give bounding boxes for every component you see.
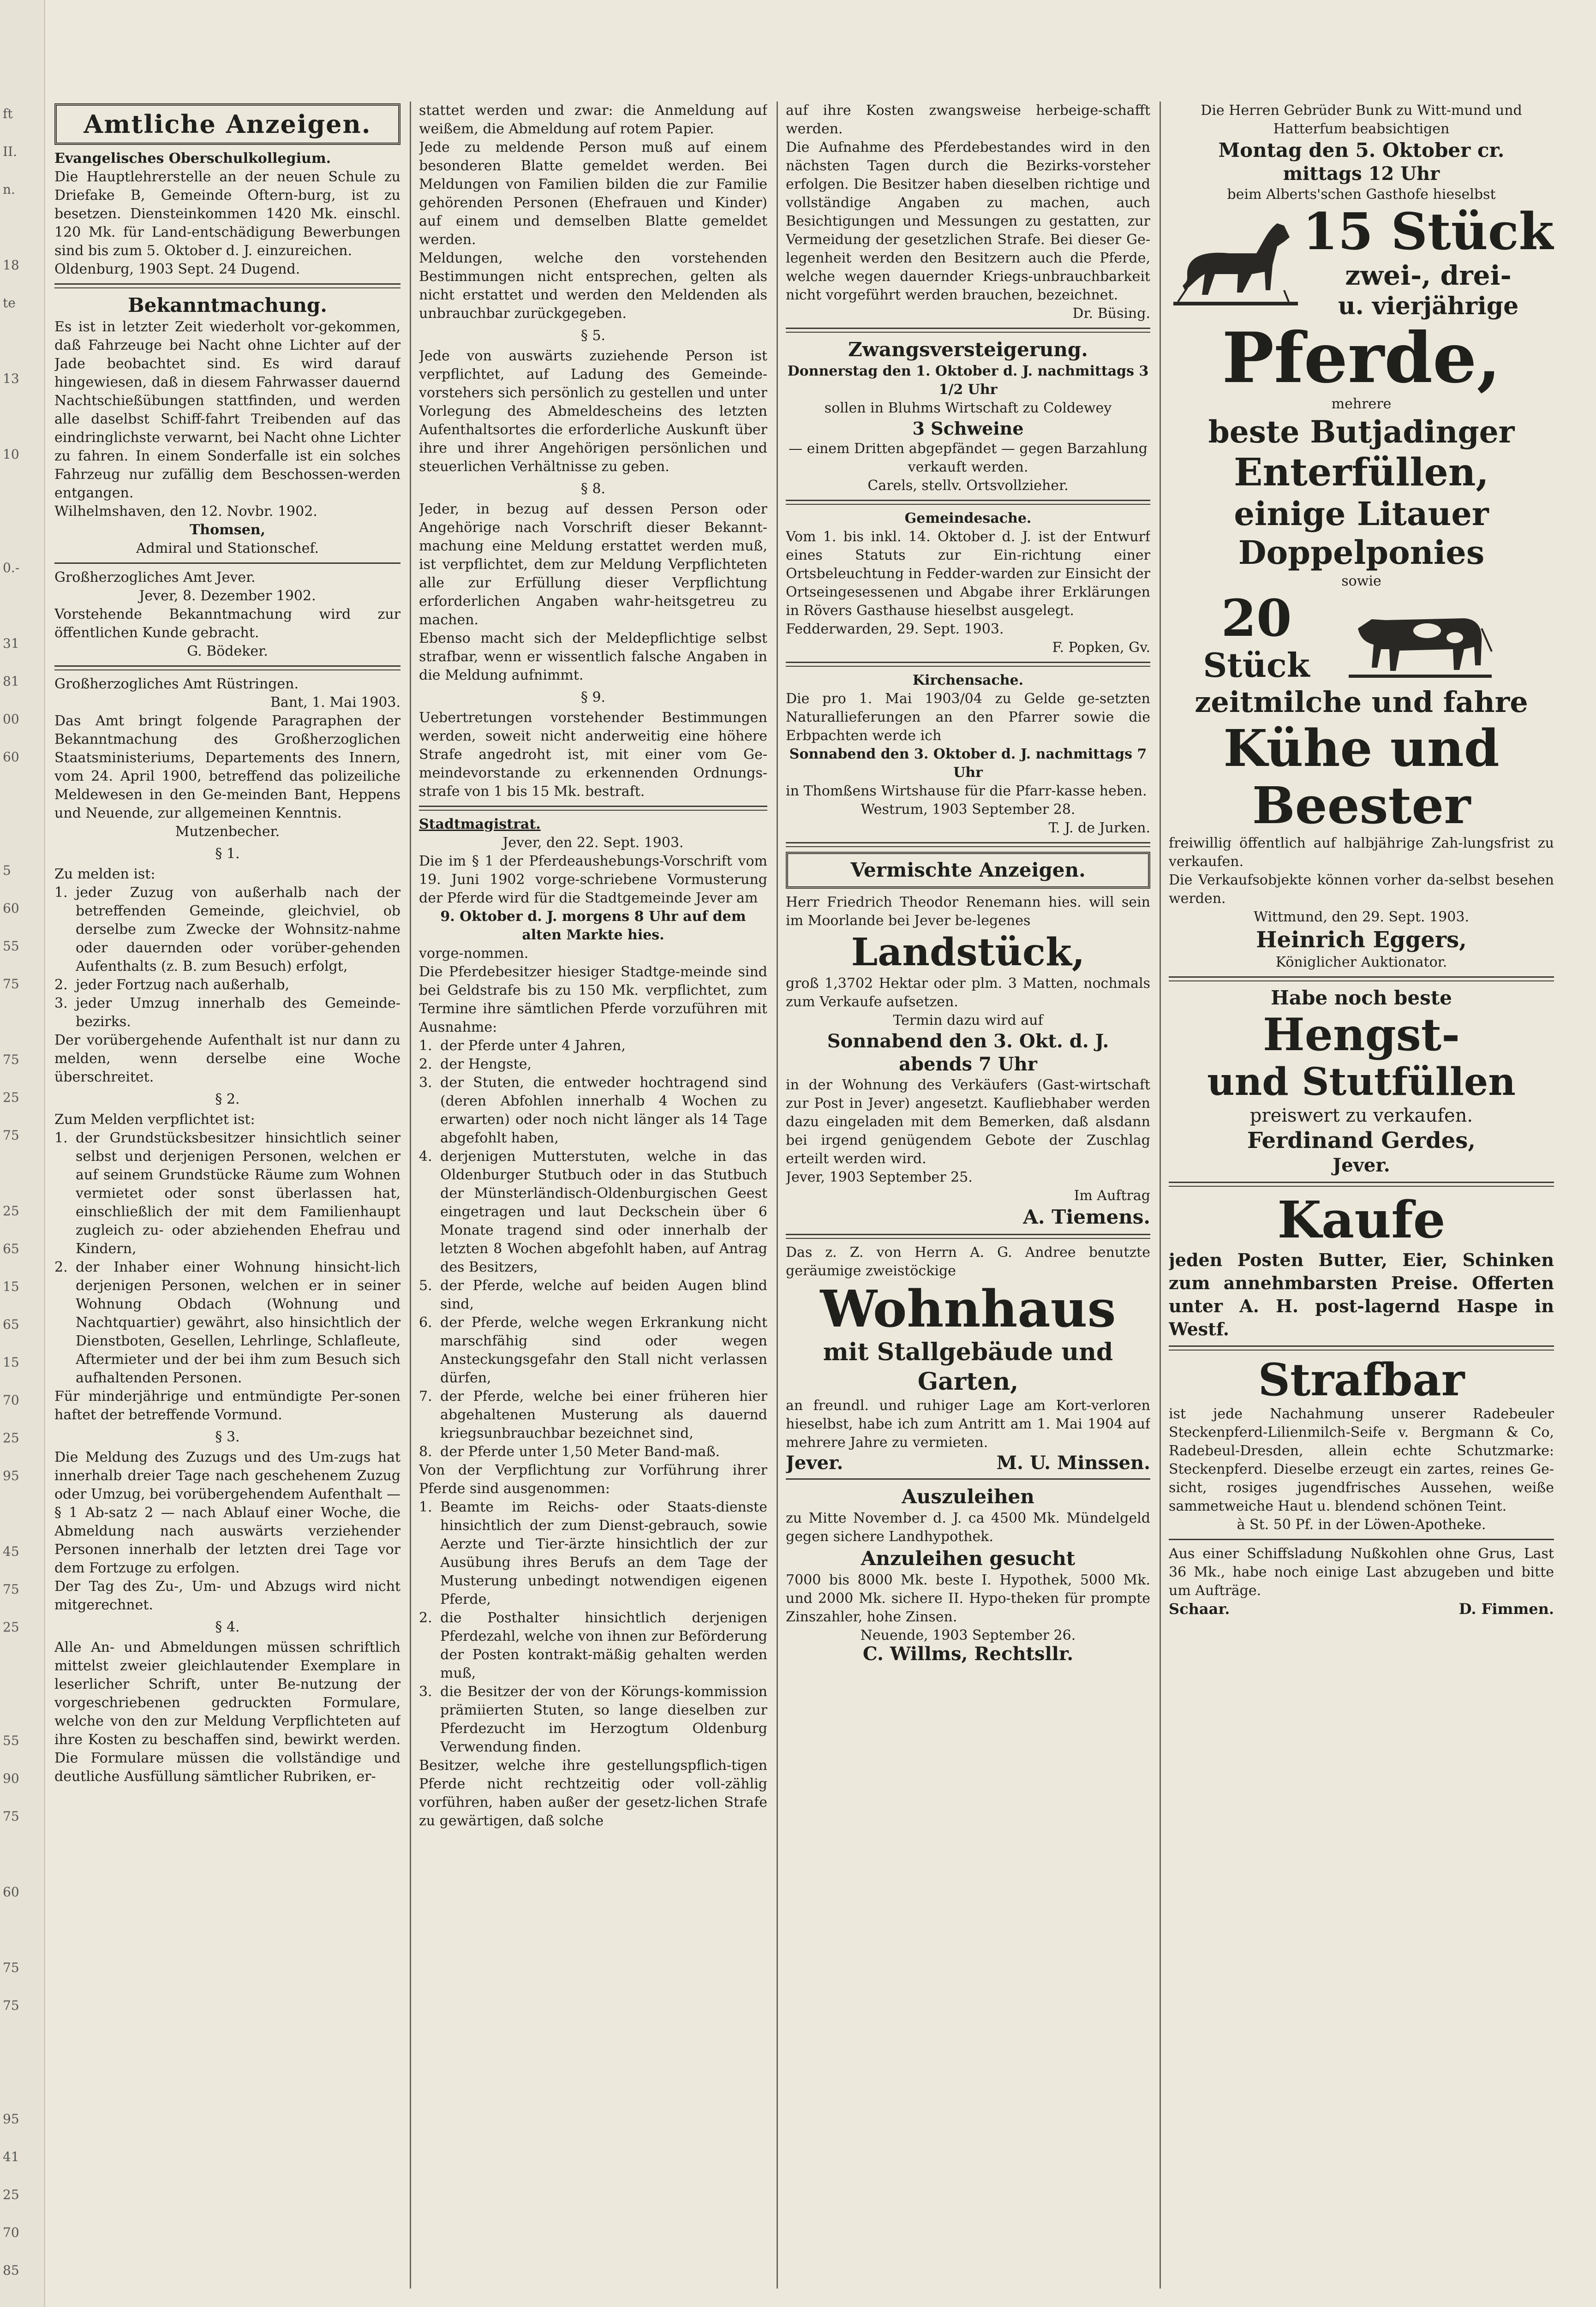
- list-item-number: 5.: [419, 1278, 432, 1294]
- notice-text: Die Hauptlehrerstelle an der neuen Schule zu Driefake B, Gemeinde Oftern-burg, ist zu besetzen. Diensteinkommen 1420 Mk. einschl. 120 Mk. für Land-entschädigung Bewerbungen sind bis zum 5. Oktober d. J. einzureichen.: [54, 169, 400, 259]
- gutter-fragment: 25: [3, 1430, 19, 1446]
- paragraph-text: Für minderjährige und entmündigte Per-sonen haftet der betreffende Vormund.: [54, 1388, 400, 1423]
- gutter-fragment: 10: [3, 447, 19, 462]
- list-item-text: der Inhaber einer Wohnung hinsicht-lich derjenigen Personen, welchen er in seiner Wohnung Obdach (Wohnung und Nachtquartier) gewährt, also hinsichtlich der Dienstboten, Gesellen, Lehrlinge, Schlafleute, Aftermieter und der bei ihm zum Besuch sich aufhaltenden Personen.: [76, 1259, 400, 1386]
- gutter-fragment: te: [3, 295, 16, 311]
- paragraph-text: Jeder, in bezug auf dessen Person oder Angehörige nach Vorschrift dieser Bekannt-machung eine Meldung erstattet werden muß, ist verpflichtet, dem zur Meldung Verpflichteten alle zur Erfüllung dieser Verpflichtung erforderlichen Angaben wahr-heitsgetreu zu machen.: [419, 501, 767, 628]
- ad-text: sowie: [1341, 573, 1381, 589]
- ad-text: groß 1,3702 Hektar oder plm. 3 Matten, nochmals zum Verkaufe aufsetzen.: [786, 975, 1150, 1010]
- ad-text: 7000 bis 8000 Mk. beste I. Hypothek, 5000 Mk. und 2000 Mk. sichere II. Hypo-theken für prompte Zinszahler, hohe Zinsen.: [786, 1572, 1150, 1625]
- list-item: [54, 976, 400, 994]
- ad-text: Das z. Z. von Herrn A. G. Andree benutzte geräumige zweistöckige: [786, 1244, 1150, 1279]
- gutter-fragment: 00: [3, 711, 19, 727]
- list-item: [54, 994, 400, 1031]
- ad-name: T. J. de Jurken.: [1048, 820, 1150, 836]
- list-item-number: 1.: [54, 885, 68, 901]
- paragraph-number: § 9.: [580, 689, 606, 705]
- gutter-fragment: 75: [3, 976, 19, 992]
- list-item-text: Beamte im Reichs- oder Staats-dienste hinsichtlich der zum Dienst-gebrauch, sowie Aerzte und Tier-ärzte hinsichtlich der zur Ausübung ihres Berufs an dem Tage der Musterung unbedingt notwendigen eigenen Pferde,: [440, 1499, 767, 1608]
- list-item-text: der Pferde, welche bei einer früheren hier abgehaltenen Musterung als dauernd kriegsunbrauchbar bezeichnet sind,: [440, 1388, 767, 1441]
- ad-time: abends 7 Uhr: [899, 1053, 1037, 1075]
- paragraph-text: Alle An- und Abmeldungen müssen schriftlich mittelst zweier gleichlautender Exemplare in leserlicher Schrift, unter Be-nutzung der vorgeschriebenen gedruckten Formulare, welche von den zur Meldung Verpflichteten auf ihre Kosten zu beschaffen sind, bewirkt werden. Die Formulare müssen die vollständige und deutliche Ausfüllung sämtlicher Rubriken, er-: [54, 1639, 400, 1785]
- notice-rank: Admiral und Stationschef.: [136, 540, 319, 556]
- ad-date: Sonnabend den 3. Oktober d. J. nachmittags 7 Uhr: [789, 746, 1147, 781]
- ad-date: Westrum, 1903 September 28.: [861, 801, 1076, 818]
- ad-role: Königlicher Auktionator.: [1275, 954, 1447, 970]
- ad-name: C. Willms, Rechtsllr.: [862, 1643, 1074, 1665]
- ad-title: Kirchensache.: [912, 672, 1024, 688]
- ad-title: Gemeindesache.: [904, 510, 1032, 526]
- ad-ages: u. vierjährige: [1338, 292, 1519, 320]
- notice-sign: Mutzenbecher.: [175, 824, 280, 840]
- ad-sign: Fedderwarden, 29. Sept. 1903.: [786, 621, 1004, 637]
- gutter-fragment: 60: [3, 901, 19, 916]
- gutter-fragment: 15: [3, 1355, 19, 1370]
- paragraph-text: stattet werden und zwar: die Anmeldung auf weißem, die Abmeldung auf rotem Papier.: [419, 102, 767, 137]
- list-item: [419, 1037, 767, 1055]
- gutter-fragment: 65: [3, 1317, 19, 1332]
- ad-headline: Wohnhaus: [820, 1279, 1116, 1339]
- notice-title: Großherzogliches Amt Rüstringen.: [54, 676, 299, 692]
- notice-text: Es ist in letzter Zeit wiederholt vor-gekommen, daß Fahrzeuge bei Nacht ohne Lichter auf der Jade beobachtet sind. Es wird darauf hingewiesen, daß in diesem Fahrwasser dauernd Nachtschießübungen stattfinden, und werden alle daselbst Schiff-fahrt Treibenden auf das eindringlichste verwarnt, bei Nacht ohne Lichter zu fahren. In einem Sonderfalle ist ein solches Fahrzeug nur zufällig dem Beschossen-werden entgangen.: [54, 319, 400, 501]
- gutter-fragment: 75: [3, 1809, 19, 1824]
- notice-text: Vorstehende Bekanntmachung wird zur öffentlichen Kunde gebracht.: [54, 606, 400, 641]
- ad-ages: zwei-, drei-: [1345, 260, 1512, 291]
- ad-line: zeitmilche und fahre: [1195, 685, 1528, 719]
- list-item-number: 3.: [419, 1684, 432, 1700]
- gutter-fragment: 90: [3, 1771, 19, 1786]
- list-item: [54, 1258, 400, 1387]
- list-item-text: der Stuten, die entweder hochtragend sind (deren Abfohlen innerhalb 4 Wochen zu erwarten) oder noch nicht länger als 14 Tage abgefohlt haben,: [440, 1075, 767, 1146]
- list-item: [419, 1074, 767, 1148]
- gutter-fragment: 18: [3, 257, 19, 273]
- list-item-number: 1.: [419, 1038, 432, 1054]
- notice-text: auf ihre Kosten zwangsweise herbeige-schafft werden.: [786, 102, 1150, 137]
- gutter-fragment: n.: [3, 182, 15, 197]
- notice-place: Wilhelmshaven, den 12. Novbr. 1902.: [54, 503, 317, 520]
- column-2: [419, 102, 767, 2289]
- list-item: [419, 1683, 767, 1757]
- paragraph-text: Uebertretungen vorstehender Bestimmungen werden, soweit nicht anderweitig eine höhere Strafe angedroht ist, mit einer vom Ge-meindevorstande zu erkennenden Ordnungs-strafe von 1 bis 15 Mk. bestraft.: [419, 710, 767, 800]
- adjacent-page-edge: [0, 0, 45, 2307]
- list-item-number: 6.: [419, 1315, 432, 1331]
- gutter-fragment: 81: [3, 674, 19, 689]
- paragraph-number: § 1.: [215, 846, 240, 862]
- gutter-fragment: 45: [3, 1544, 19, 1559]
- gutter-fragment: 95: [3, 2111, 19, 2127]
- ad-date: Jever, 1903 September 25.: [786, 1169, 973, 1185]
- gutter-fragment: 55: [3, 938, 19, 954]
- paragraph-text: Jede von auswärts zuziehende Person ist verpflichtet, auf Ladung des Gemeinde-vorstehers sich persönlich zu gestellen und unter Vorlegung des Abmeldescheins des letzten Aufenthaltsortes die erforderliche Auskunft über ihre und ihrer Angehörigen persönlichen und steuerlichen Verhältnisse zu geben.: [419, 348, 767, 475]
- list-item-number: 3.: [419, 1075, 432, 1091]
- gutter-fragment: II.: [3, 144, 18, 159]
- list-item-number: 1.: [419, 1499, 432, 1515]
- gutter-fragment: 85: [3, 2263, 19, 2278]
- ad-line: beste Butjadinger: [1208, 414, 1515, 450]
- list-item-number: 7.: [419, 1388, 432, 1405]
- official-notices-header: [54, 103, 400, 145]
- ad-line: Doppelponies: [1238, 533, 1485, 572]
- ad-name: Ferdinand Gerdes,: [1247, 1128, 1476, 1154]
- ad-sign: Carels, stellv. Ortsvollzieher.: [867, 478, 1069, 494]
- notice-text: Die Pferdebesitzer hiesiger Stadtge-meinde sind bei Geldstrafe bis zu 150 Mk. verpflichtet, zum Termine ihre sämtlichen Pferde vorzuführen mit Ausnahme:: [419, 964, 767, 1035]
- list-item-text: der Pferde, welche auf beiden Augen blind sind,: [440, 1278, 767, 1312]
- gutter-fragment: 75: [3, 1582, 19, 1597]
- ad-text: in Thomßens Wirtshause für die Pfarr-kasse heben.: [786, 783, 1147, 799]
- list-item-number: 1.: [54, 1130, 68, 1146]
- notice-title: Stadtmagistrat.: [419, 816, 541, 832]
- paragraph-list: [54, 884, 400, 1031]
- ad-name: F. Popken, Gv.: [1052, 640, 1150, 656]
- ad-text: ist jede Nachahmung unserer Radebeuler Steckenpferd-Lilienmilch-Seife v. Bergmann & Co, Radebeul-Dresden, allein echte Schutzmarke: Steckenpferd. Dieselbe erzeugt ein zartes, reines Ge-sicht, rosiges jugendfrisches Aussehen, weiße sammetweiche Haut u. blendend schönen Teint.: [1169, 1406, 1554, 1514]
- paragraph-number: § 8.: [580, 481, 606, 497]
- list-item-number: 8.: [419, 1444, 432, 1460]
- exemption-list: [419, 1037, 767, 1461]
- ad-place: Jever.: [786, 1452, 843, 1474]
- notice-text: Die Aufnahme des Pferdebestandes wird in den nächsten Tagen durch die Bezirks-vorsteher erfolgen. Die Besitzer haben dieselben richtige und vollständige Angaben zu machen, auch Besichtigungen und Messungen zu gestatten, zur Vermeidung der gesetzlichen Strafe. Bei dieser Ge-legenheit werden den Besitzern auch die Pferde, welche wegen dauernder Kriegs-unbrauchbarkeit nicht vorgeführt werden brauchen, bezeichnet.: [786, 139, 1150, 303]
- notice-text: Die im § 1 der Pferdeaushebungs-Vorschrift vom 19. Juni 1902 vorge-schriebene Vormusterung der Pferde wird für die Stadtgemeinde Jever am: [419, 853, 767, 906]
- gutter-fragment: 75: [3, 1960, 19, 1975]
- ad-text: Im Auftrag: [1074, 1188, 1150, 1204]
- ad-text: preiswert zu verkaufen.: [1249, 1105, 1473, 1126]
- cow-row: [1169, 588, 1554, 685]
- list-item-text: jeder Zuzug von außerhalb nach der betreffenden Gemeinde, gleichviel, ob derselbe zum Zwecke der Wohnsitz-nahme oder dauernden oder vorüber-gehenden Aufenthalts (z. B. zum Besuch) erfolgt,: [76, 885, 400, 974]
- ad-text: an freundl. und ruhiger Lage am Kort-verloren hieselbst, habe ich zum Antritt am 1. Mai 1904 auf mehrere Jahre zu vermieten.: [786, 1398, 1150, 1451]
- list-item-text: jeder Umzug innerhalb des Gemeinde-bezirks.: [76, 995, 400, 1030]
- gutter-fragment: 5: [3, 863, 11, 878]
- gutter-fragment: 60: [3, 1884, 19, 1900]
- ad-text: Termin dazu wird auf: [893, 1012, 1043, 1028]
- paragraph-text: Der vorübergehende Aufenthalt ist nur dann zu melden, wenn derselbe eine Woche überschreitet.: [54, 1032, 400, 1085]
- ad-headline: Landstück,: [851, 930, 1085, 974]
- misc-ads-header: [786, 852, 1150, 889]
- horse-row: [1169, 204, 1554, 321]
- ad-headline: Pferde,: [1222, 317, 1501, 399]
- ad-name: A. Tiemens.: [1023, 1206, 1150, 1228]
- gutter-fragment: 75: [3, 1998, 19, 2013]
- list-item: [419, 1498, 767, 1609]
- ad-text: zu Mitte November d. J. ca 4500 Mk. Mündelgeld gegen sichere Landhypothek.: [786, 1510, 1150, 1545]
- ad-count: 20: [1221, 588, 1292, 648]
- notice-title: Bekanntmachung.: [128, 294, 327, 317]
- gutter-fragment: 31: [3, 636, 19, 651]
- ad-date: Donnerstag den 1. Oktober d. J. nachmittags 3 1/2 Uhr: [787, 363, 1149, 398]
- ad-name: D. Fimmen.: [1459, 1600, 1554, 1618]
- list-item: [54, 1129, 400, 1258]
- gutter-fragment: 70: [3, 2225, 19, 2240]
- gutter-fragment: 41: [3, 2149, 19, 2164]
- ad-item: 3 Schweine: [912, 418, 1024, 439]
- ad-text: Die Herren Gebrüder Bunk zu Witt-mund und Hatterfum beabsichtigen: [1201, 102, 1522, 137]
- list-item-number: 2.: [419, 1610, 432, 1626]
- list-item-text: die Besitzer der von der Körungs-kommission prämiierten Stuten, so lange dieselben zur Pferdezucht im Herzogtum Oldenburg Verwendung finden.: [440, 1684, 767, 1755]
- list-item-number: 4.: [419, 1148, 432, 1165]
- paragraph-text: Die Meldung des Zuzugs und des Um-zugs hat innerhalb dreier Tage nach geschehenem Zuzug oder Umzug, bei vorübergehendem Aufenthalt — § 1 Ab-satz 2 — nach Ablauf einer Woche, die Abmeldung nach auswärts verziehender Personen innerhalb der letzten drei Tage vor dem Fortzuge zu erfolgen.: [54, 1449, 400, 1576]
- column-1: [54, 102, 400, 2289]
- paragraph-list: [54, 1129, 400, 1387]
- ad-line: einige Litauer: [1234, 495, 1489, 533]
- ad-place: beim Alberts'schen Gasthofe hieselbst: [1227, 186, 1496, 203]
- ad-signature: [786, 1452, 1150, 1474]
- list-item-number: 2.: [419, 1056, 432, 1072]
- list-item-text: jeder Fortzug nach außerhalb,: [76, 977, 290, 993]
- gutter-fragment: 0.-: [3, 560, 20, 575]
- ad-headline: Kaufe: [1277, 1190, 1446, 1249]
- gutter-fragment: 25: [3, 1203, 19, 1219]
- column-rule: [410, 102, 411, 2289]
- notice-name: Thomsen,: [189, 522, 266, 538]
- list-item: [419, 1314, 767, 1387]
- ad-title: Zwangsversteigerung.: [848, 338, 1088, 361]
- gutter-fragment: 13: [3, 371, 19, 386]
- ad-text: Vom 1. bis inkl. 14. Oktober d. J. ist der Entwurf eines Statuts zur Ein-richtung einer Ortsbeleuchtung in Fedder-warden zur Einsicht der Ortseingesessenen und Abgabe ihrer Erklärungen in Rövers Gasthause hieselbst ausgelegt.: [786, 529, 1150, 619]
- gutter-fragment: 75: [3, 1128, 19, 1143]
- paragraph-text: Ebenso macht sich der Meldepflichtige selbst strafbar, wenn er wissentlich falsche Angaben in die Meldung aufnimmt.: [419, 630, 767, 683]
- ad-text: jeden Posten Butter, Eier, Schinken zum annehmbarsten Preise. Offerten unter A. H. post-lagernd Haspe in Westf.: [1169, 1249, 1554, 1339]
- ad-text: mehrere: [1331, 396, 1392, 412]
- ad-line: Enterfüllen,: [1234, 450, 1489, 495]
- ad-title: Anzuleihen gesucht: [861, 1547, 1076, 1570]
- ad-line: Beester: [1252, 776, 1471, 835]
- list-item-number: 2.: [54, 977, 68, 993]
- ad-text: in der Wohnung des Verkäufers (Gast-wirtschaft zur Post in Jever) angesetzt. Kaufliebhaber werden dazu eingeladen mit dem Bemerken, daß alsdann bei irgend genügendem Gebote der Zuschlag erteilt werden wird.: [786, 1077, 1150, 1167]
- ad-text: Herr Friedrich Theodor Renemann hies. will sein im Moorlande bei Jever be-legenes: [786, 894, 1150, 929]
- ad-count: 15 Stück: [1303, 202, 1554, 261]
- ad-date: Sonnabend den 3. Okt. d. J.: [827, 1030, 1109, 1052]
- gutter-fragment: 25: [3, 1090, 19, 1105]
- gutter-fragment: 70: [3, 1393, 19, 1408]
- ad-headline: Hengst-: [1263, 1009, 1460, 1061]
- list-item-text: die Posthalter hinsichtlich derjenigen Pferdezahl, welche von ihnen zur Beförderung der Posten kontrakt-mäßig gehalten werden muß,: [440, 1610, 767, 1681]
- list-item-text: der Pferde unter 4 Jahren,: [440, 1038, 626, 1054]
- paragraph-number: § 2.: [215, 1091, 240, 1107]
- notice-date: Jever, den 22. Sept. 1903.: [502, 835, 684, 851]
- ad-date: Wittmund, den 29. Sept. 1903.: [1254, 909, 1469, 925]
- ad-line: Kühe und: [1223, 718, 1500, 778]
- gutter-fragment: ft: [3, 106, 13, 121]
- cow-illustration: [1344, 592, 1496, 684]
- list-item-text: der Pferde, welche wegen Erkrankung nicht marschfähig sind oder wegen Ansteckungsgefahr den Stall nicht verlassen dürfen,: [440, 1315, 767, 1386]
- list-item-text: derjenigen Mutterstuten, welche in das Oldenburger Stutbuch oder in das Stutbuch der Münsterländisch-Oldenburgischen Geest eingetragen und laut Deckschein über 6 Monate tragend sind oder innerhalb der letzten 8 Wochen abgefohlt haben, auf Antrag des Besitzers,: [440, 1148, 767, 1275]
- list-item-number: 2.: [54, 1259, 68, 1275]
- column-rule: [1160, 102, 1161, 2289]
- paragraph-number: § 5.: [580, 328, 606, 344]
- notice-text: vorge-nommen.: [419, 945, 529, 962]
- ad-text: à St. 50 Pf. in der Löwen-Apotheke.: [1237, 1517, 1486, 1533]
- list-item: [419, 1609, 767, 1683]
- list-item: [419, 1055, 767, 1074]
- gutter-fragment: 75: [3, 1052, 19, 1067]
- ad-text: freiwillig öffentlich auf halbjährige Zah-lungsfrist zu verkaufen.: [1169, 835, 1554, 870]
- gutter-fragment: 55: [3, 1733, 19, 1748]
- ad-count-unit: Stück: [1203, 645, 1310, 685]
- paragraph-number: § 3.: [215, 1429, 240, 1445]
- notice-text: Besitzer, welche ihre gestellungspflich-tigen Pferde nicht rechtzeitig oder voll-zählig vorführen, haben außer der gesetz-lichen Strafe zu gewärtigen, daß solche: [419, 1757, 767, 1829]
- list-item: [419, 1387, 767, 1443]
- ad-text: sollen in Bluhms Wirtschaft zu Coldewey: [824, 400, 1112, 416]
- notice-sign: Dr. Büsing.: [1072, 305, 1150, 322]
- gutter-fragment: 65: [3, 1241, 19, 1256]
- ad-name: M. U. Minssen.: [996, 1452, 1150, 1474]
- paragraph-intro: Zu melden ist:: [54, 866, 155, 882]
- notice-title: Evangelisches Oberschulkollegium.: [54, 150, 331, 167]
- gutter-fragment: 25: [3, 1620, 19, 1635]
- column-rule: [777, 102, 778, 2289]
- list-item-text: der Grundstücksbesitzer hinsichtlich seiner selbst und derjenigen Personen, welchen er auf seinem Grundstücke Räume zum Wohnen vermietet oder sonst überlassen hat, einschließlich der mit dem Familienhaupt zugleich zu- oder abziehenden Ehefrau und Kindern,: [76, 1130, 400, 1257]
- section-title: Amtliche Anzeigen.: [84, 109, 371, 139]
- list-item-text: der Pferde unter 1,50 Meter Band-maß.: [440, 1444, 720, 1460]
- section-title: Vermischte Anzeigen.: [850, 859, 1086, 881]
- horse-illustration: [1169, 209, 1303, 316]
- ad-headline: und Stutfüllen: [1207, 1060, 1516, 1104]
- list-item-number: 3.: [54, 995, 68, 1011]
- newspaper-page: [54, 102, 1554, 2289]
- notice-title: Großherzogliches Amt Jever.: [54, 569, 256, 586]
- list-item: [419, 1148, 767, 1277]
- gutter-fragment: 95: [3, 1468, 19, 1483]
- ad-text: Die pro 1. Mai 1903/04 zu Gelde ge-setzten Naturallieferungen an den Pfarrer sowie die Erbpachten werde ich: [786, 691, 1150, 744]
- paragraph-text: Jede zu meldende Person muß auf einem besonderen Blatte gemeldet werden. Bei Meldungen von Familien bilden die zur Familie gehörenden Personen (Ehefrauen und Kinder) auf einem und demselben Blatte gemeldet werden.: [419, 139, 767, 248]
- list-item-text: der Hengste,: [440, 1056, 532, 1072]
- ad-place: Jever.: [1333, 1154, 1390, 1176]
- gutter-fragment: 60: [3, 749, 19, 765]
- paragraph-intro: Zum Melden verpflichtet ist:: [54, 1112, 255, 1128]
- notice-text: Von der Verpflichtung zur Vorführung ihrer Pferde sind ausgenommen:: [419, 1462, 767, 1497]
- ad-text: Aus einer Schiffsladung Nußkohlen ohne Grus, Last 36 Mk., habe noch einige Last abzugeben und bitte um Aufträge.: [1169, 1546, 1554, 1599]
- column-3: [786, 102, 1150, 2289]
- ad-time: mittags 12 Uhr: [1283, 163, 1440, 185]
- paragraph-number: § 4.: [215, 1619, 240, 1635]
- ad-subheadline: mit Stallgebäude und Garten,: [823, 1338, 1113, 1396]
- ad-date: Montag den 5. Oktober cr.: [1218, 139, 1505, 161]
- notice-date: Bant, 1. Mai 1903.: [270, 694, 400, 711]
- notice-sign: Oldenburg, 1903 Sept. 24 Dugend.: [54, 261, 300, 277]
- gutter-fragment: 15: [3, 1279, 19, 1294]
- ad-title: Auszuleihen: [902, 1485, 1034, 1508]
- notice-text: Das Amt bringt folgende Paragraphen der Bekanntmachung des Großherzoglichen Staatsministeriums, Departements des Innern, vom 24. April 1900, betreffend das polizeiliche Meldewesen in den Ge-meinden Bant, Heppens und Neuende, zur allgemeinen Kenntnis.: [54, 713, 400, 821]
- ad-text: Habe noch beste: [1271, 986, 1452, 1009]
- ad-name: Heinrich Eggers,: [1256, 927, 1467, 953]
- ad-date: Neuende, 1903 September 26.: [860, 1627, 1076, 1644]
- ad-place: Schaar.: [1169, 1600, 1230, 1618]
- gutter-fragment: 25: [3, 2187, 19, 2202]
- list-item: [54, 884, 400, 976]
- column-4: [1169, 102, 1554, 2289]
- exemption-list: [419, 1498, 767, 1757]
- ad-text: — einem Dritten abgepfändet — gegen Barzahlung verkauft werden.: [789, 441, 1148, 475]
- ad-headline: Strafbar: [1258, 1354, 1465, 1406]
- notice-sign: G. Bödeker.: [187, 643, 268, 659]
- list-item: [419, 1277, 767, 1314]
- ad-text: Die Verkaufsobjekte können vorher da-selbst besehen werden.: [1169, 872, 1554, 907]
- notice-date: Jever, 8. Dezember 1902.: [139, 588, 316, 604]
- list-item: [419, 1443, 767, 1461]
- paragraph-text: Der Tag des Zu-, Um- und Abzugs wird nicht mitgerechnet.: [54, 1578, 400, 1613]
- ad-signature: [1169, 1600, 1554, 1618]
- notice-date-bold: 9. Oktober d. J. morgens 8 Uhr auf dem alten Markte hies.: [440, 908, 746, 943]
- paragraph-text: Meldungen, welche den vorstehenden Bestimmungen nicht entsprechen, gelten als nicht erstattet und werden den Meldenden als unbrauchbar zurückgegeben.: [419, 250, 767, 322]
